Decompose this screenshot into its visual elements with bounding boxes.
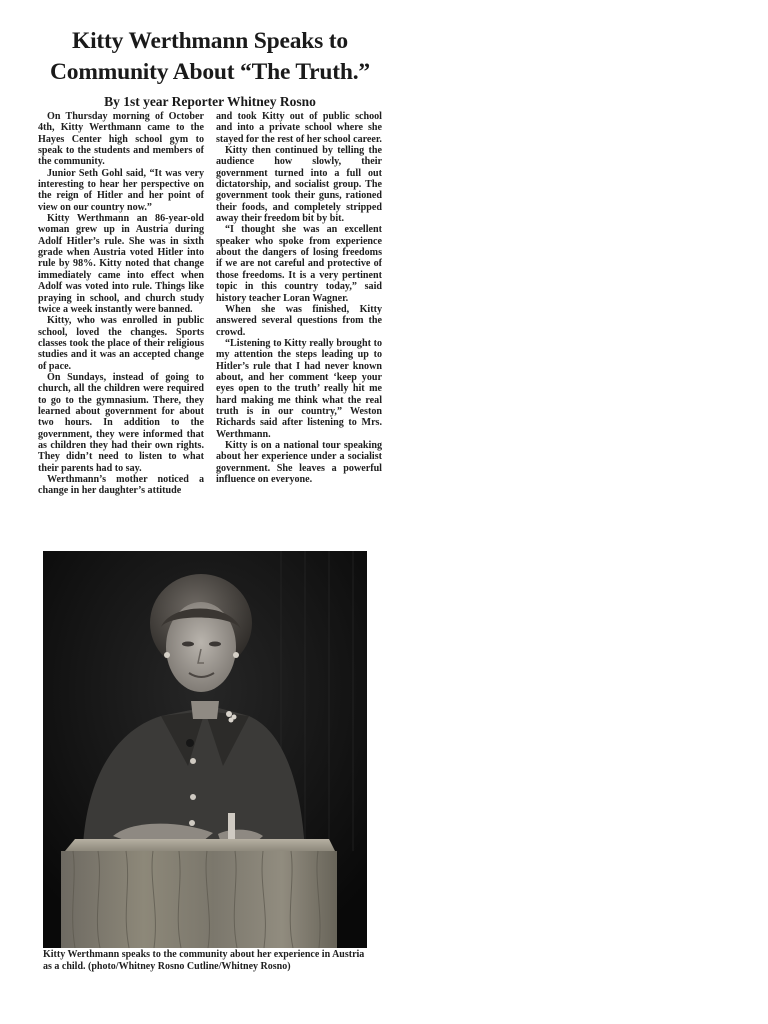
paragraph: Kitty, who was enrolled in public school, loved the changes. Sports classes took the place of their religious studies and it was an accepted change of pace.: [38, 315, 204, 372]
paragraph-continuation: and took Kitty out of public school and into a private school where she stayed for the rest of her school career.: [216, 111, 382, 145]
paragraph: Werthmann’s mother noticed a change in her daughter’s attitude: [38, 474, 204, 497]
headline: [38, 26, 382, 88]
paragraph: On Sundays, instead of going to church, all the children were required to go to the gymnasium. There, they learned about government for about two hours. In addition to the government, they were informed that as children they had their own rights. They didn’t need to listen to what their parents had to say.: [38, 371, 204, 474]
paragraph: Kitty Werthmann an 86-year-old woman grew up in Austria during Adolf Hitler’s rule. She was in sixth grade when Austria voted Hitler into rule by 98%. Kitty noted that change immediately came into effect when Adolf was voted into rule. Things like praying in school, and church study twice a week instantly were banned.: [38, 213, 204, 315]
photo-caption: Kitty Werthmann speaks to the community about her experience in Austria as a child. (photo/Whitney Rosno Cutline/Whitney Rosno): [43, 949, 365, 972]
byline: By 1st year Reporter Whitney Rosno: [104, 94, 316, 109]
article-body: [38, 111, 382, 543]
article: [38, 26, 382, 543]
left-column: [38, 111, 204, 543]
paragraph: Junior Seth Gohl said, “It was very interesting to hear her perspective on the reign of Hitler and her point of view on our country now.”: [38, 167, 204, 213]
paragraph: “Listening to Kitty really brought to my attention the steps leading up to Hitler’s rule that I had never known about, and her comment ‘keep your eyes open to the truth’ really hit me hard making me think what the real truth is in our country,” Weston Richards said after listening to Mrs. Werthmann.: [216, 337, 382, 440]
speaker-photo: [43, 551, 367, 948]
right-column: [216, 111, 382, 543]
paragraph: When she was finished, Kitty answered several questions from the crowd.: [216, 303, 382, 338]
paragraph: Kitty is on a national tour speaking about her experience under a socialist government. She leaves a powerful influence on everyone.: [216, 439, 382, 485]
paragraph: On Thursday morning of October 4th, Kitty Werthmann came to the Hayes Center high school gym to speak to the students and members of the community.: [38, 111, 204, 168]
paragraph: “I thought she was an excellent speaker who spoke from experience about the dangers of losing freedoms if we are not careful and protective of those freedoms. It is a very pertinent topic in this country today,” said history teacher Loran Wagner.: [216, 224, 382, 304]
headline-line-2: Community About “The Truth.”: [50, 59, 370, 85]
headline-line-1: Kitty Werthmann Speaks to: [72, 28, 348, 54]
paragraph: Kitty then continued by telling the audience how slowly, their government turned into a full out dictatorship, and socialist group. The government took their guns, rationed their foods, and completely stripped away their freedom bit by bit.: [216, 145, 382, 225]
speaker-photo-illustration: [43, 551, 367, 948]
